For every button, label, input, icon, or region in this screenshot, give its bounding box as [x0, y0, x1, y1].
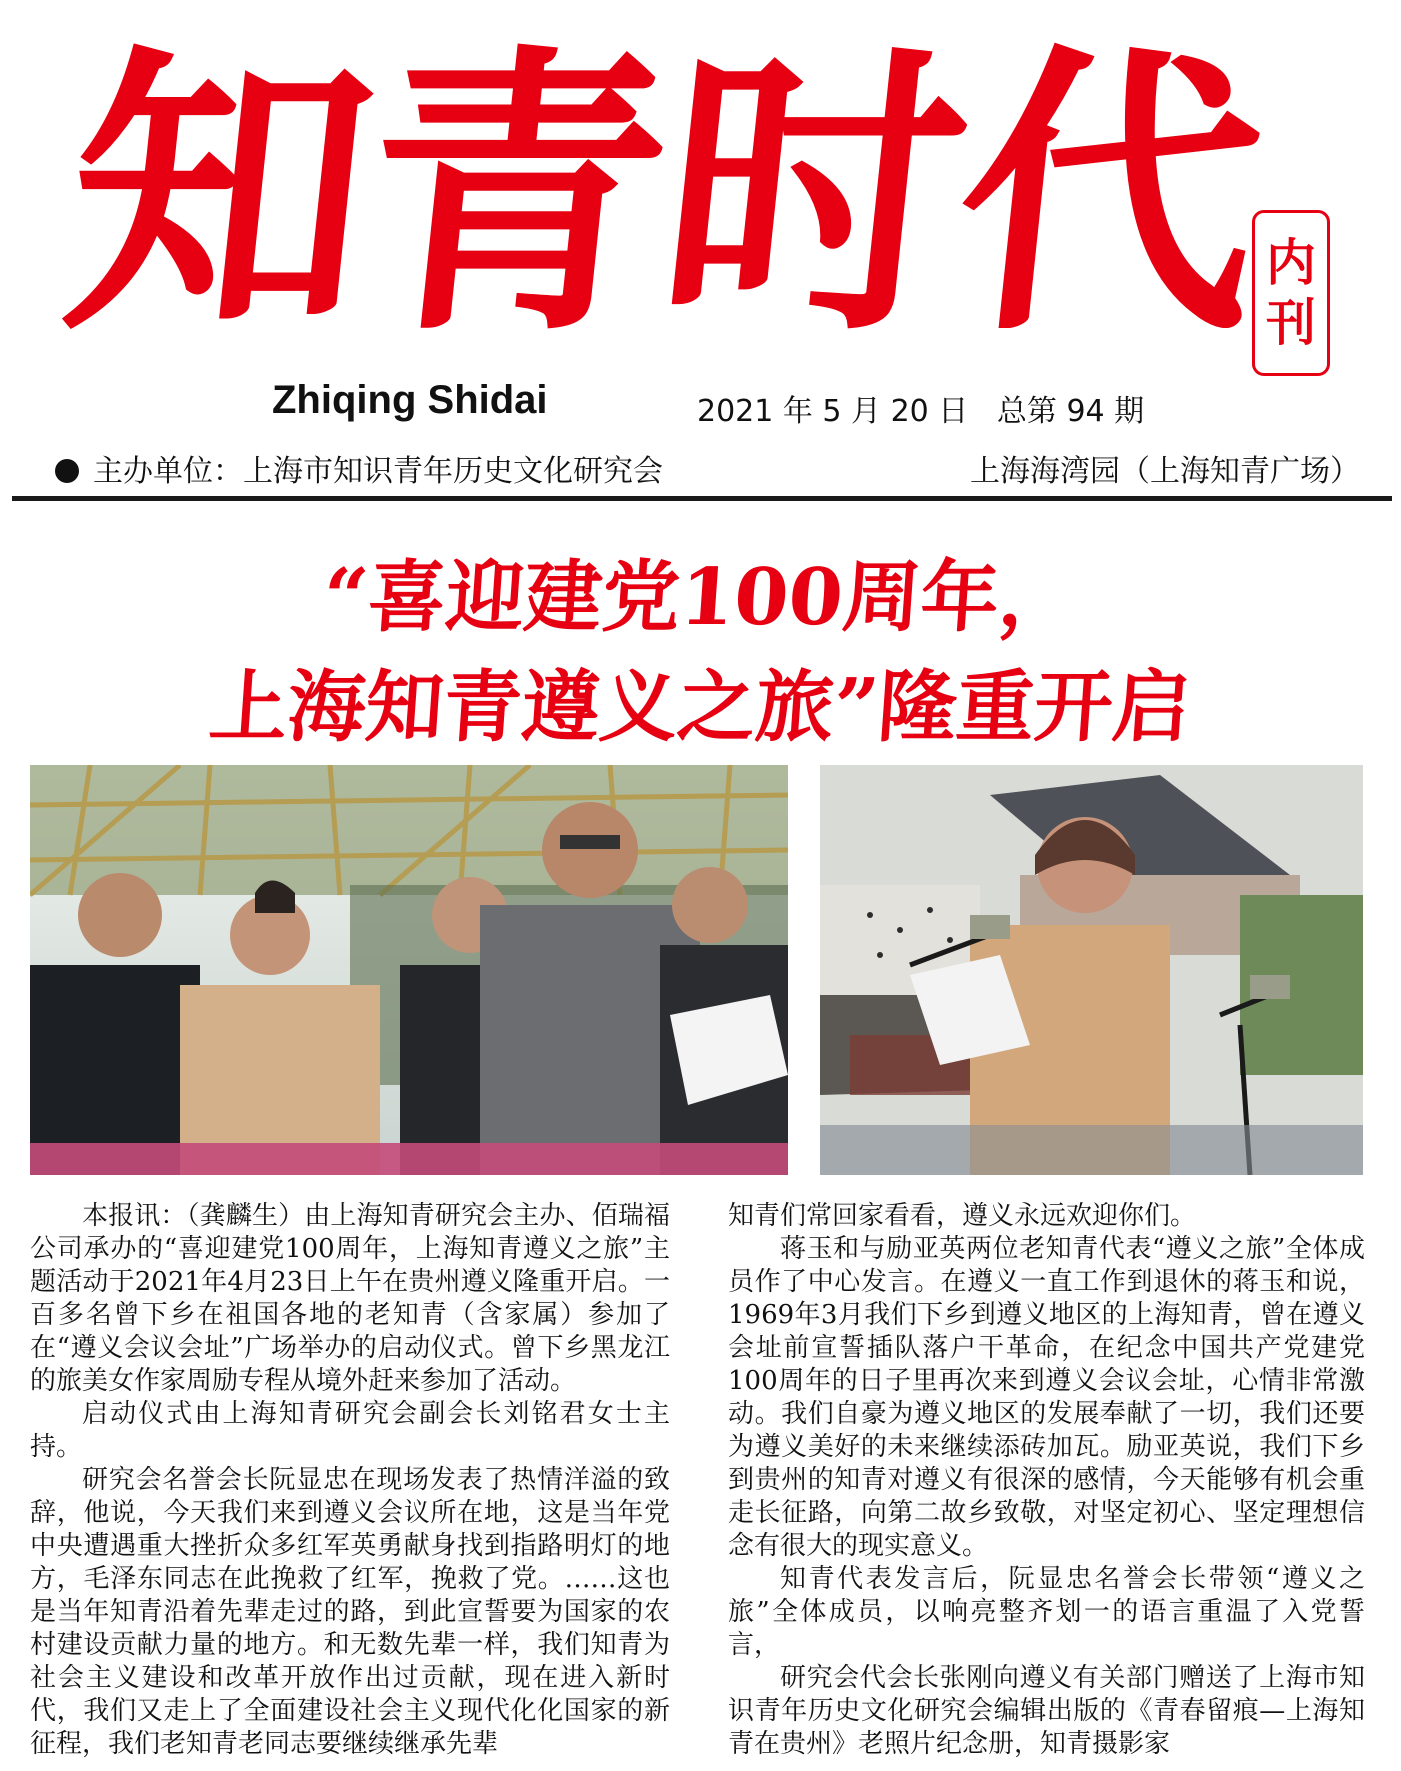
masthead-char: 知 [51, 18, 379, 371]
sponsor [55, 446, 663, 490]
article-paragraph: 研究会代会长张刚向遵义有关部门赠送了上海市知识青年历史文化研究会编辑出版的《青春留痕—上海知青在贵州》老照片纪念册，知青摄影家 [728, 1663, 1365, 1759]
issue-number: 总第 94 期 [996, 394, 1145, 429]
photo-oath-group [30, 765, 788, 1175]
masthead-char: 青 [348, 18, 676, 371]
sponsor-row [55, 446, 1360, 490]
location: 上海海湾园（上海知青广场） [970, 454, 1360, 489]
article-paragraph: 知青代表发言后，阮显忠名誉会长带领“遵义之旅”全体成员，以响亮整齐划一的语言重温了入党誓言， [728, 1564, 1365, 1660]
seal-char: 内 [1266, 233, 1316, 292]
internal-publication-seal [1252, 210, 1330, 376]
headline-line-2: 上海知青遵义之旅”隆重开启 [206, 662, 1194, 753]
masthead-char: 时 [644, 18, 972, 371]
bullet-icon [55, 459, 79, 483]
masthead-title [51, 18, 1269, 371]
issue-date: 2021 年 5 月 20 日 [697, 394, 969, 429]
masthead-divider [12, 496, 1392, 501]
article-column-right [728, 1200, 1365, 1771]
article-paragraph: 本报讯：（龚麟生）由上海知青研究会主办、佰瑞福公司承办的“喜迎建党100周年，上海知青遵义之旅”主题活动于2021年4月23日上午在贵州遵义隆重开启。一百多名曾下乡在祖国各地的老知青（含家属）参加了在“遵义会议会址”广场举办的启动仪式。曾下乡黑龙江的旅美女作家周励专程从境外赶来参加了活动。 [30, 1201, 670, 1396]
article-paragraph: 研究会名誉会长阮显忠在现场发表了热情洋溢的致辞，他说，今天我们来到遵义会议所在地，这是当年党中央遭遇重大挫折众多红军英勇献身找到指路明灯的地方，毛泽东同志在此挽救了红军，挽救了党。……这也是当年知青沿着先辈走过的路，到此宣誓要为国家的农村建设贡献力量的地方。和无数先辈一样，我们知青为社会主义建设和改革开放作出过贡献，现在进入新时代，我们又走上了全面建设社会主义现代化化国家的新征程，我们老知青老同志要继续继承先辈 [30, 1465, 670, 1759]
seal-char: 刊 [1266, 293, 1316, 352]
article-column-left [30, 1200, 670, 1771]
sponsor-text: 主办单位：上海市知识青年历史文化研究会 [93, 454, 663, 489]
headline-line-1: “喜迎建党100周年， [320, 552, 1081, 643]
article-paragraph-continued: 知青们常回家看看，遵义永远欢迎你们。 [728, 1201, 1197, 1231]
issue-info [697, 386, 1144, 430]
masthead-char: 代 [941, 18, 1269, 371]
article-paragraph: 启动仪式由上海知青研究会副会长刘铭君女士主持。 [30, 1399, 670, 1462]
article-paragraph: 蒋玉和与励亚英两位老知青代表“遵义之旅”全体成员作了中心发言。在遵义一直工作到退休的蒋玉和说，1969年3月我们下乡到遵义地区的上海知青，曾在遵义会址前宣誓插队落户干革命，在纪念中国共产党建党100周年的日子里再次来到遵义会议会址，心情非常激动。我们自豪为遵义地区的发展奉献了一切，我们还要为遵义美好的未来继续添砖加瓦。励亚英说，我们下乡到贵州的知青对遵义有很深的感情，今天能够有机会重走长征路，向第二故乡致敬，对坚定初心、坚定理想信念有很大的现实意义。 [728, 1234, 1365, 1561]
masthead-pinyin: Zhiqing Shidai [272, 378, 548, 422]
photo-speaker [820, 765, 1363, 1175]
